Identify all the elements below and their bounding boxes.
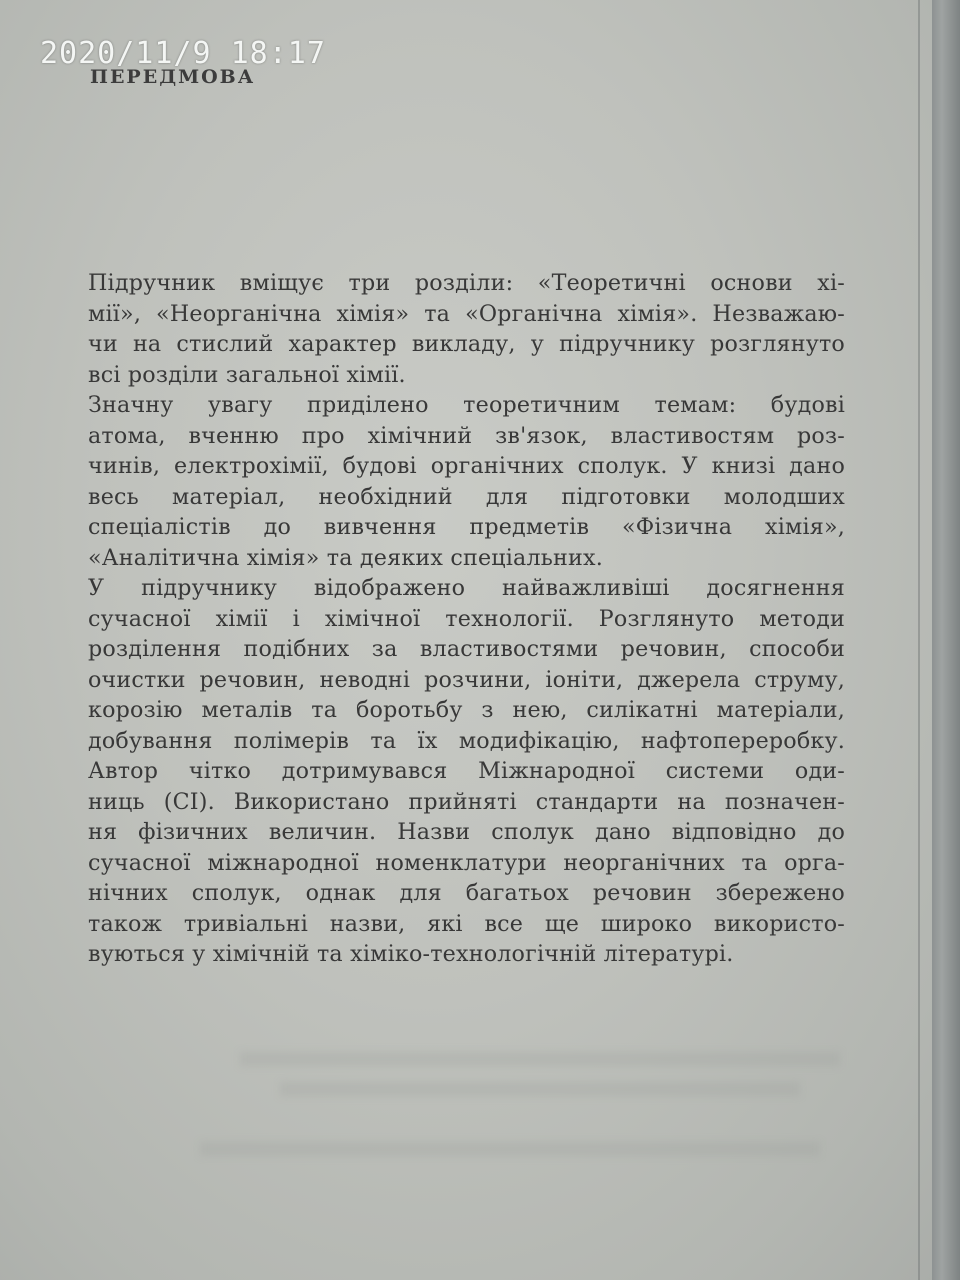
text-line: ня фізичних величин. Назви сполук дано відповідно до	[88, 819, 845, 845]
text-line: У підручнику відображено найважливіші досягнення	[88, 575, 845, 601]
photo-timestamp: 2020/11/9 18:17	[40, 36, 326, 71]
text-line: також тривіальні назви, які все ще широко використо-	[88, 910, 845, 937]
text-line: Значну увагу приділено теоретичним темам: будові	[88, 392, 845, 418]
text-line: корозію металів та боротьбу з нею, силікатні матеріали,	[88, 697, 845, 723]
page-heading: ПЕРЕДМОВА	[90, 66, 256, 88]
text-line: атома, вченню про хімічний зв'язок, властивостям роз-	[88, 422, 845, 449]
text-line: весь матеріал, необхідний для підготовки молодших	[88, 483, 845, 510]
text-line: Автор чітко дотримувався Міжнародної системи оди-	[88, 758, 845, 784]
text-line: Підручник вміщує три розділи: «Теоретичні основи хі-	[88, 270, 845, 296]
text-line: мії», «Неорганічна хімія» та «Органічна хімія». Незважаю-	[88, 300, 845, 327]
text-line: вуються у хімічній та хіміко-технологічній літературі.	[88, 941, 734, 967]
text-line: чи на стислий характер викладу, у підручнику розглянуто	[88, 331, 845, 357]
text-line: добування полімерів та їх модифікацію, нафтопереробку.	[88, 727, 845, 754]
page-fold-shadow	[918, 0, 920, 1280]
preface-text	[88, 268, 845, 970]
text-line: всі розділи загальної хімії.	[88, 361, 406, 388]
text-line: сучасної хімії і хімічної технології. Розглянуто методи	[88, 605, 845, 632]
text-line: нічних сполук, однак для багатьох речовин збережено	[88, 880, 845, 906]
text-line: ниць (СІ). Використано прийняті стандарти на позначен-	[88, 788, 845, 815]
text-line: розділення подібних за властивостями речовин, способи	[88, 636, 845, 662]
show-through-mark	[280, 1082, 800, 1096]
book-page-edge	[932, 0, 960, 1280]
text-line: очистки речовин, неводні розчини, іоніти, джерела струму,	[88, 666, 845, 693]
show-through-mark	[240, 1052, 840, 1066]
text-line: чинів, електрохімії, будові органічних сполук. У книзі дано	[88, 453, 845, 479]
show-through-mark	[200, 1142, 820, 1156]
text-line: спеціалістів до вивчення предметів «Фізична хімія»,	[88, 514, 845, 540]
text-line: сучасної міжнародної номенклатури неорганічних та орга-	[88, 849, 845, 876]
text-line: «Аналітична хімія» та деяких спеціальних.	[88, 544, 603, 571]
